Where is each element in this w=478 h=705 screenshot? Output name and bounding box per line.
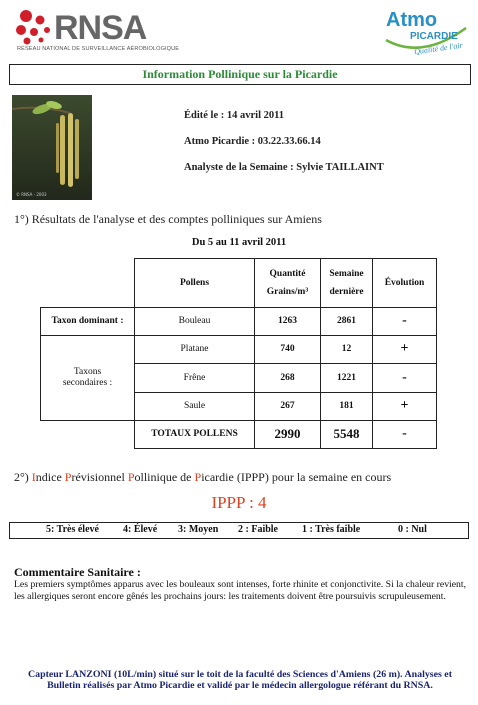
pollen-table	[40, 258, 437, 449]
atmo-logo	[380, 8, 470, 58]
row-name: Frêne	[134, 363, 255, 393]
header-quantity	[254, 258, 321, 308]
catkin-photo	[12, 95, 92, 200]
section-1-heading: 1°) Résultats de l'analyse et des comptes polliniques sur Amiens	[14, 212, 322, 226]
rnsa-name: RNSA	[54, 9, 147, 47]
catkin-image	[12, 95, 92, 200]
rnsa-subtitle: RÉSEAU NATIONAL DE SURVEILLANCE AÉROBIOLOGIQUE	[17, 46, 180, 52]
row-last-week: 2861	[320, 307, 373, 336]
header-quantity-line2: Grains/m³	[266, 287, 309, 297]
row-evolution: -	[372, 307, 437, 336]
header-last-week-line2: dernière	[329, 287, 364, 297]
section-2-heading	[14, 470, 391, 485]
row-last-week: 12	[320, 335, 373, 364]
atmo-region: PICARDIE	[410, 31, 458, 42]
scale-item: 0 : Nul	[398, 524, 427, 535]
header-evolution: Évolution	[372, 258, 437, 308]
photo-credit: © RNSA - 2003	[16, 192, 47, 197]
row-last-week: 1221	[320, 363, 373, 393]
commentary-body: Les premiers symptômes apparus avec les bouleaux sont intenses, forte rhinite et conjonctivite. Si la chaleur revient, les allergiques seront encore gênés les prochains jours: les traitements doivent être poursuivis scrupuleusement.	[14, 579, 466, 602]
row-quantity: 1263	[254, 307, 321, 336]
scale-item: 4: Élevé	[123, 524, 158, 535]
initial-letter: P	[194, 470, 202, 484]
atmo-tagline: Qualité de l'air	[413, 40, 464, 57]
scale-item: 1 : Très faible	[302, 524, 361, 535]
total-quantity: 2990	[254, 420, 321, 449]
contact-phone: Atmo Picardie : 03.22.33.66.14	[184, 136, 321, 147]
secondary-label	[40, 335, 135, 421]
ippp-scale	[9, 522, 469, 539]
page-title: Information Pollinique sur la Picardie	[9, 64, 471, 85]
row-evolution: -	[372, 363, 437, 393]
scale-item: 2 : Faible	[238, 524, 278, 535]
row-name: Platane	[134, 335, 255, 364]
row-evolution: +	[372, 392, 437, 421]
row-name: Bouleau	[134, 307, 255, 336]
heading-fragment: ndice	[35, 470, 65, 484]
scale-item: 3: Moyen	[178, 524, 219, 535]
header-last-week-line1: Semaine	[329, 268, 364, 279]
atmo-name: Atmo	[386, 9, 438, 31]
heading-fragment: icardie (IPPP) pour la semaine en cours	[201, 470, 392, 484]
heading-fragment: révisionnel	[71, 470, 128, 484]
total-last-week: 5548	[320, 420, 373, 449]
header-quantity-line1: Quantité	[269, 268, 306, 279]
initial-letter: I	[31, 470, 36, 484]
commentary-title: Commentaire Sanitaire :	[14, 565, 141, 579]
row-quantity: 267	[254, 392, 321, 421]
total-evolution: -	[372, 420, 437, 449]
rnsa-logo	[14, 8, 179, 54]
section-2-number: 2°)	[14, 470, 32, 484]
footer-note: Capteur LANZONI (10L/min) situé sur le toit de la faculté des Sciences d'Amiens (26 m). Analyses et Bulletin réalisés par Atmo Picardie et validé par le médecin allergologue référant du RNSA.	[28, 669, 452, 691]
secondary-label-line1: Taxons	[73, 366, 102, 377]
rnsa-dots-icon	[14, 8, 54, 48]
dominant-label: Taxon dominant :	[40, 307, 135, 336]
analysis-period: Du 5 au 11 avril 2011	[191, 237, 287, 248]
scale-item: 5: Très élevé	[46, 524, 99, 535]
heading-fragment: ollinique de	[134, 470, 195, 484]
row-evolution: +	[372, 335, 437, 364]
ippp-value: IPPP : 4	[211, 493, 267, 512]
edit-date: Édité le : 14 avril 2011	[184, 110, 285, 121]
secondary-label-line2: secondaires :	[62, 378, 113, 388]
row-name: Saule	[134, 392, 255, 421]
row-last-week: 181	[320, 392, 373, 421]
row-quantity: 268	[254, 363, 321, 393]
initial-letter: P	[64, 470, 72, 484]
header-pollens: Pollens	[134, 258, 255, 308]
initial-letter: P	[127, 470, 135, 484]
row-quantity: 740	[254, 335, 321, 364]
analyst-name: Analyste de la Semaine : Sylvie TAILLAINT	[184, 162, 384, 173]
header-last-week	[320, 258, 373, 308]
total-label: TOTAUX POLLENS	[134, 420, 255, 449]
